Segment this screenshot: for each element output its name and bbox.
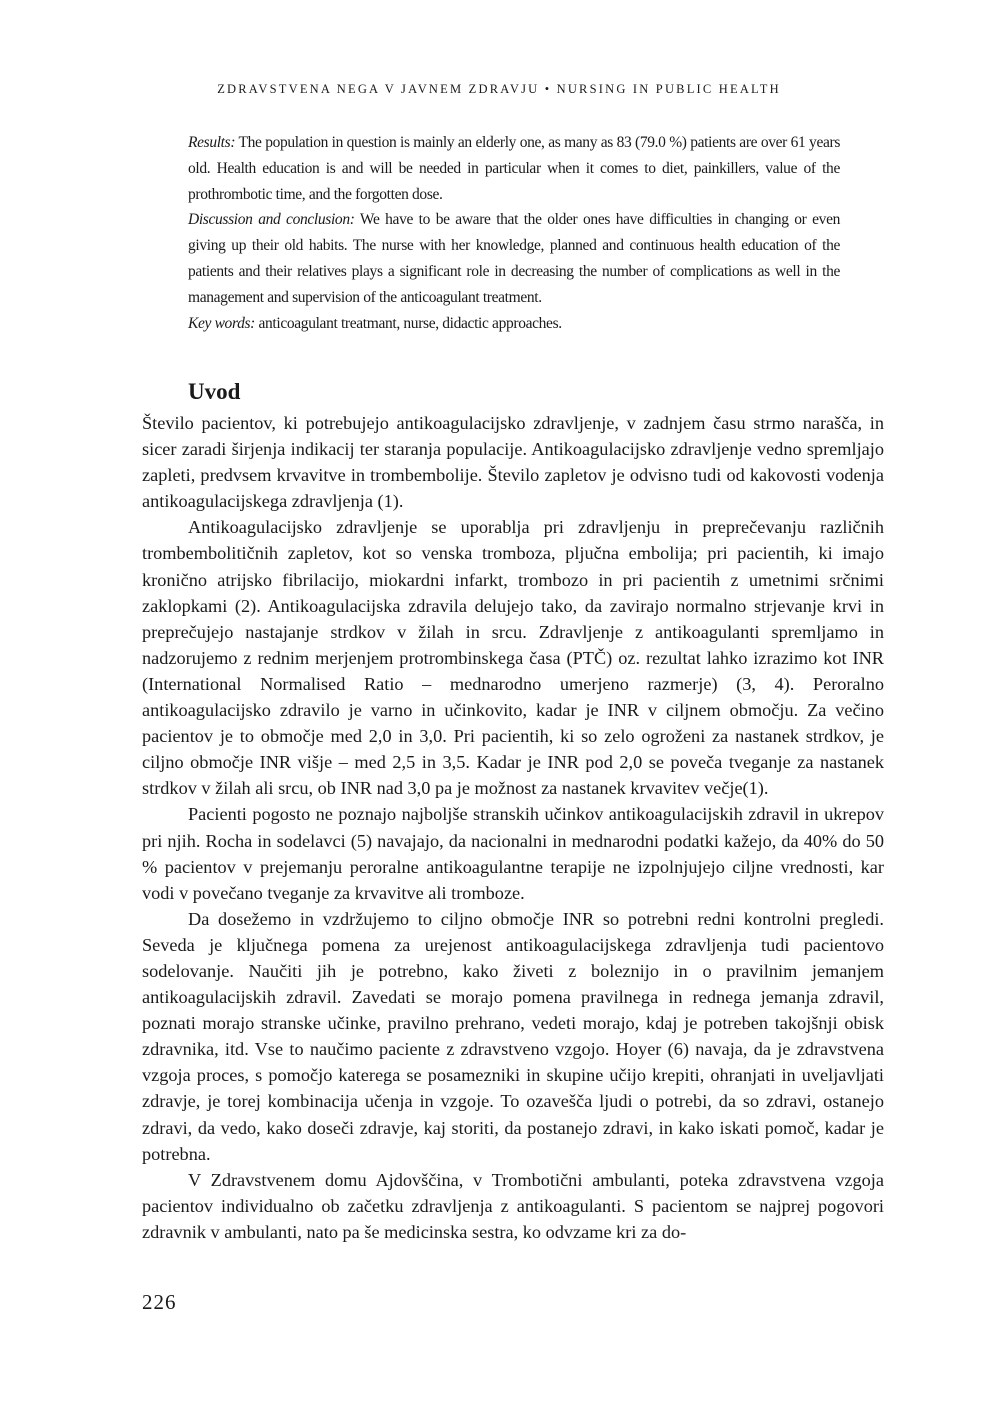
- body-text: [142, 410, 884, 1245]
- abstract-block: [188, 130, 840, 336]
- discussion-label: Discussion and conclusion:: [188, 211, 355, 229]
- paragraph: Da dosežemo in vzdržujemo to ciljno območje INR so potrebni redni kontrolni pregledi. Seveda je ključnega pomena za urejenost antikoagulacijskega zdravljenja tudi pacientovo sodelovanje. Naučiti jih je potrebno, kako živeti z boleznijo in o pravilnim jemanjem antikoagulacijskih zdravil. Zavedati se morajo pomena pravilnega in rednega jemanja zdravil, poznati morajo stranske učinke, pravilno prehrano, vedeti morajo, kdaj je potreben takojšnji obisk zdravnika, itd. Vse to naučimo paciente z zdravstveno vzgojo. Hoyer (6) navaja, da je zdravstvena vzgoja proces, s pomočjo katerega se posamezniki in skupine učijo krepiti, ohranjati in uveljavljati zdravje, je torej kombinacija učenja in vzgoje. To ozavešča ljudi o potrebi, da so zdravi, ostanejo zdravi, da vedo, kako doseči zdravje, kaj storiti, da postanejo zdravi, in kako iskati pomoč, kadar je potrebna.: [142, 908, 884, 1164]
- section-heading: Uvod: [188, 379, 241, 404]
- keywords-text: anticoagulant treatmant, nurse, didactic approaches.: [258, 314, 562, 332]
- paragraph: Število pacientov, ki potrebujejo antikoagulacijsko zdravljenje, v zadnjem času strmo narašča, in sicer zaradi širjenja indikacij ter staranja populacije. Antikoagulacijsko zdravljenje vedno spremljajo zapleti, predvsem krvavitve in trombembolije. Število zapletov je odvisno tudi od kakovosti vodenja antikoagulacijskega zdravljenja (1).: [142, 413, 884, 512]
- abstract-keywords: [188, 311, 840, 337]
- abstract-discussion: [188, 207, 840, 310]
- paragraph: Antikoagulacijsko zdravljenje se uporablja pri zdravljenju in preprečevanju različnih trombembolitičnih zapletov, kot so venska tromboza, pljučna embolija; pri pacientih, ki imajo kronično atrijsko fibrilacijo, miokardni infarkt, trombozo in pri pacientih z umetnimi srčnimi zaklopkami (2). Antikoagulacijska zdravila delujejo tako, da zavirajo normalno strjevanje krvi in preprečujejo nastajanje strdkov v žilah in srcu. Zdravljenje z antikoagulanti spremljamo in nadzorujemo z rednim merjenjem protrombinskega časa (PTČ) oz. rezultat lahko izrazimo kot INR (International Normalised Ratio – mednarodno umerjeno razmerje) (3, 4). Peroralno antikoagulacijsko zdravilo je varno in učinkovito, kadar je INR v ciljnem območju. Za večino pacientov je to območje med 2,0 in 3,0. Pri pacientih, ki so zelo ogroženi za nastanek strdkov, je ciljno območje INR višje – med 2,5 in 3,5. Kadar je INR pod 2,0 se poveča tveganje za nastanek strdkov v žilah ali srcu, ob INR nad 3,0 pa je možnost za nastanek krvavitev večje(1).: [142, 517, 884, 799]
- keywords-label: Key words:: [188, 314, 255, 332]
- results-text: The population in question is mainly an elderly one, as many as 83 (79.0 %) patients are over 61 years old. Health education is and will be needed in particular when it comes to diet, painkillers, value of the prothrombotic time, and the forgotten dose.: [188, 134, 841, 203]
- paragraph: Pacienti pogosto ne poznajo najboljše stranskih učinkov antikoagulacijskih zdravil in ukrepov pri njih. Rocha in sodelavci (5) navajajo, da nacionalni in mednarodni podatki kažejo, da 40% do 50 % pacientov v prejemanju peroralne antikoagulantne terapije ne izpolnjujejo ciljne vrednosti, kar vodi v povečano tveganje za krvavitve ali tromboze.: [142, 804, 884, 903]
- discussion-text: We have to be aware that the older ones have difficulties in changing or even giving up their old habits. The nurse with her knowledge, planned and continuous health education of the patients and their relatives plays a significant role in decreasing the number of complications as well in the management and supervision of the anticoagulant treatment.: [188, 211, 840, 306]
- abstract-results: [188, 130, 840, 207]
- page-number: 226: [142, 1290, 177, 1314]
- paragraph: V Zdravstvenem domu Ajdovščina, v Trombotični ambulanti, poteka zdravstvena vzgoja pacientov individualno ob začetku zdravljenja z antikoagulanti. S pacientom se najprej pogovori zdravnik v ambulanti, nato pa še medicinska sestra, ko odvzame kri za do-: [142, 1169, 884, 1242]
- results-label: Results:: [188, 134, 236, 151]
- running-header: ZDRAVSTVENA NEGA V JAVNEM ZDRAVJU • NURSING IN PUBLIC HEALTH: [217, 82, 781, 96]
